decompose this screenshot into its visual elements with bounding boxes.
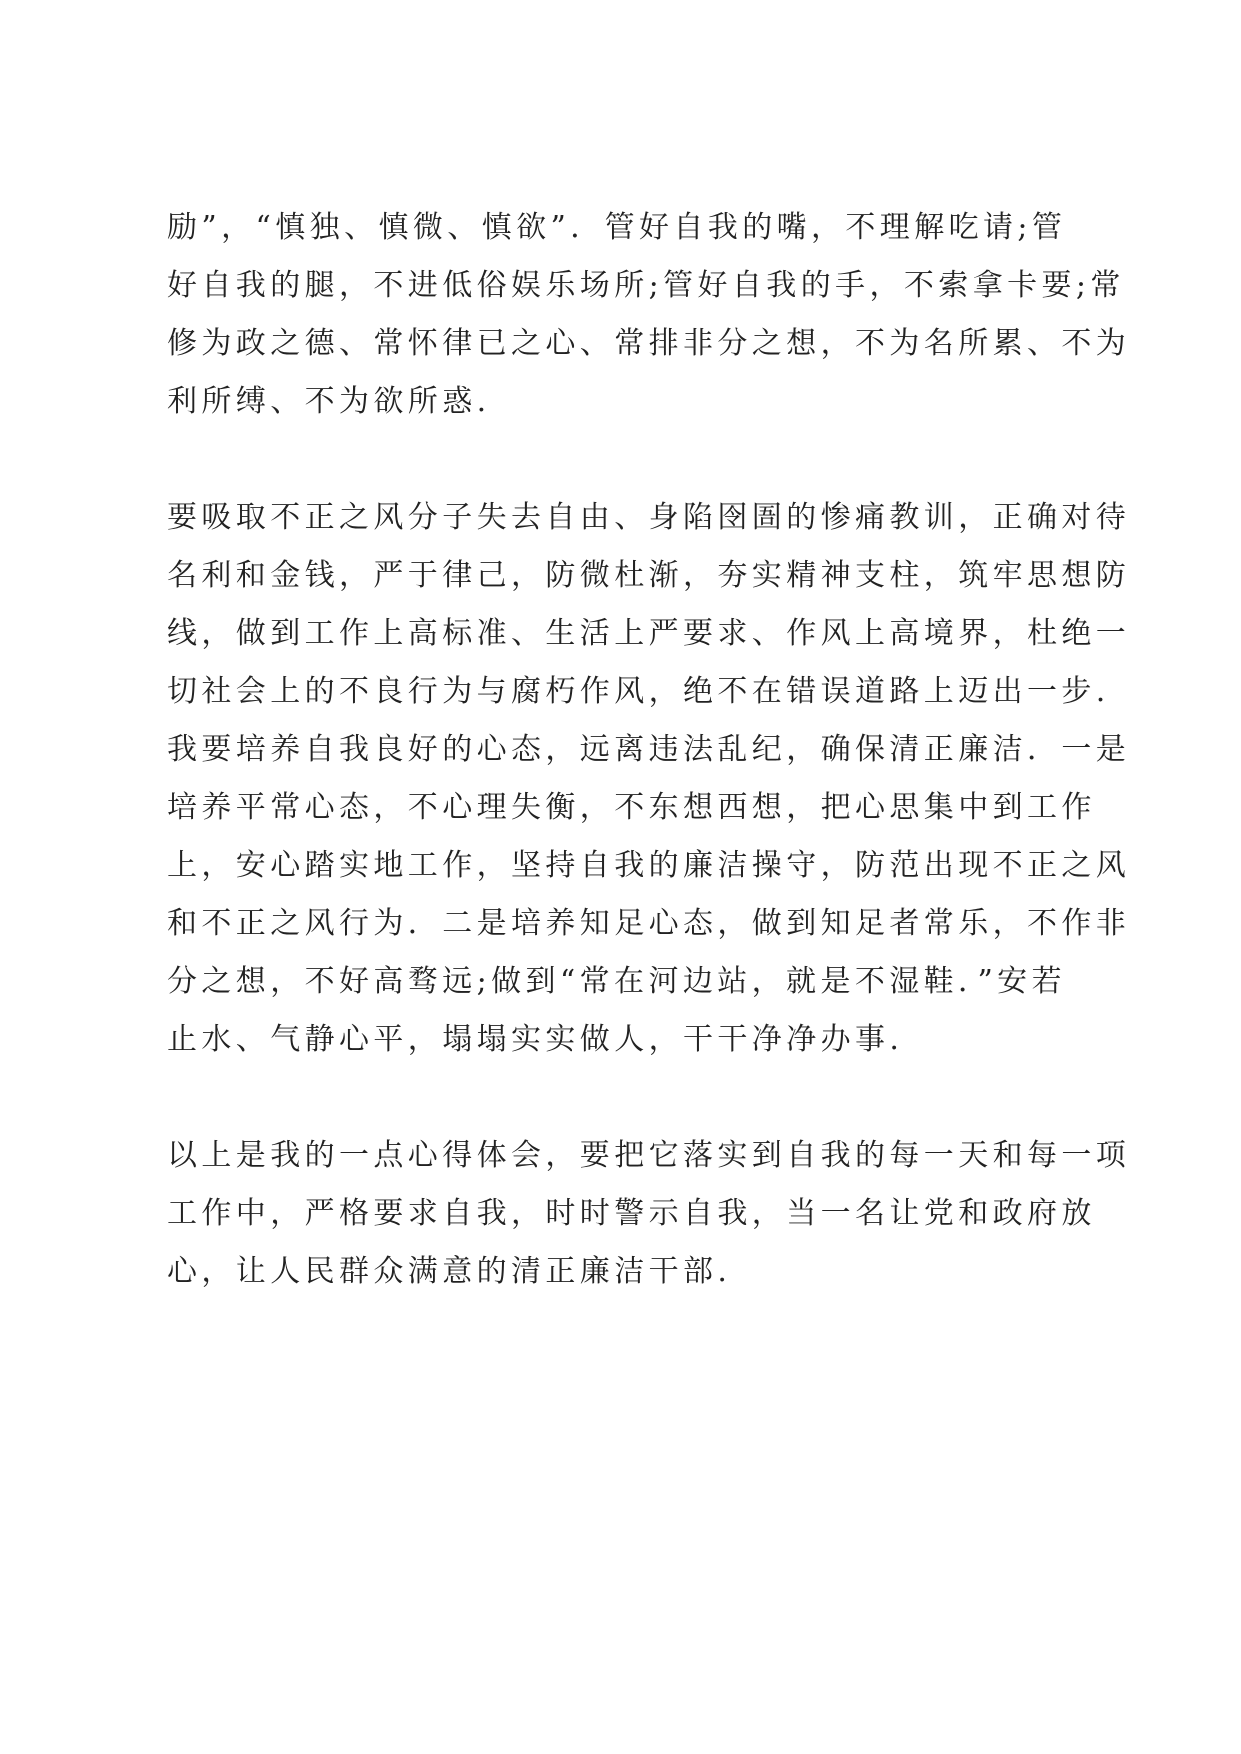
- text-line: 培养平常心态，不心理失衡，不东想西想，把心思集中到工作: [167, 790, 1096, 825]
- text-line: 上，安心踏实地工作，坚持自我的廉洁操守，防范出现不正之风: [167, 848, 1131, 883]
- text-line: 利所缚、不为欲所惑.: [167, 384, 491, 419]
- text-line: 以上是我的一点心得体会，要把它落实到自我的每一天和每一项: [167, 1138, 1131, 1173]
- text-line: 心，让人民群众满意的清正廉洁干部.: [167, 1254, 732, 1289]
- text-line: 止水、气静心平，塌塌实实做人，干干净净办事.: [167, 1022, 904, 1057]
- text-line: 我要培养自我良好的心态，远离违法乱纪，确保清正廉洁．一是: [167, 732, 1131, 767]
- text-line: 工作中，严格要求自我，时时警示自我，当一名让党和政府放: [167, 1196, 1096, 1231]
- text-line: 名利和金钱，严于律己，防微杜渐，夯实精神支柱，筑牢思想防: [167, 558, 1131, 593]
- text-line: 要吸取不正之风分子失去自由、身陷囹圄的惨痛教训，正确对待: [167, 500, 1131, 535]
- text-line: 好自我的腿，不进低俗娱乐场所;管好自我的手，不索拿卡要;常: [167, 268, 1125, 303]
- text-line: 励”，“慎独、慎微、慎欲”．管好自我的嘴，不理解吃请;管: [167, 210, 1067, 245]
- text-line: 切社会上的不良行为与腐朽作风，绝不在错误道路上迈出一步.: [167, 674, 1110, 709]
- text-line: 修为政之德、常怀律已之心、常排非分之想，不为名所累、不为: [167, 326, 1131, 361]
- text-line: 线，做到工作上高标准、生活上严要求、作风上高境界，杜绝一: [167, 616, 1131, 651]
- text-line: 分之想，不好高骛远;做到“常在河边站，就是不湿鞋．”安若: [167, 964, 1066, 999]
- text-line: 和不正之风行为．二是培养知足心态，做到知足者常乐，不作非: [167, 906, 1131, 941]
